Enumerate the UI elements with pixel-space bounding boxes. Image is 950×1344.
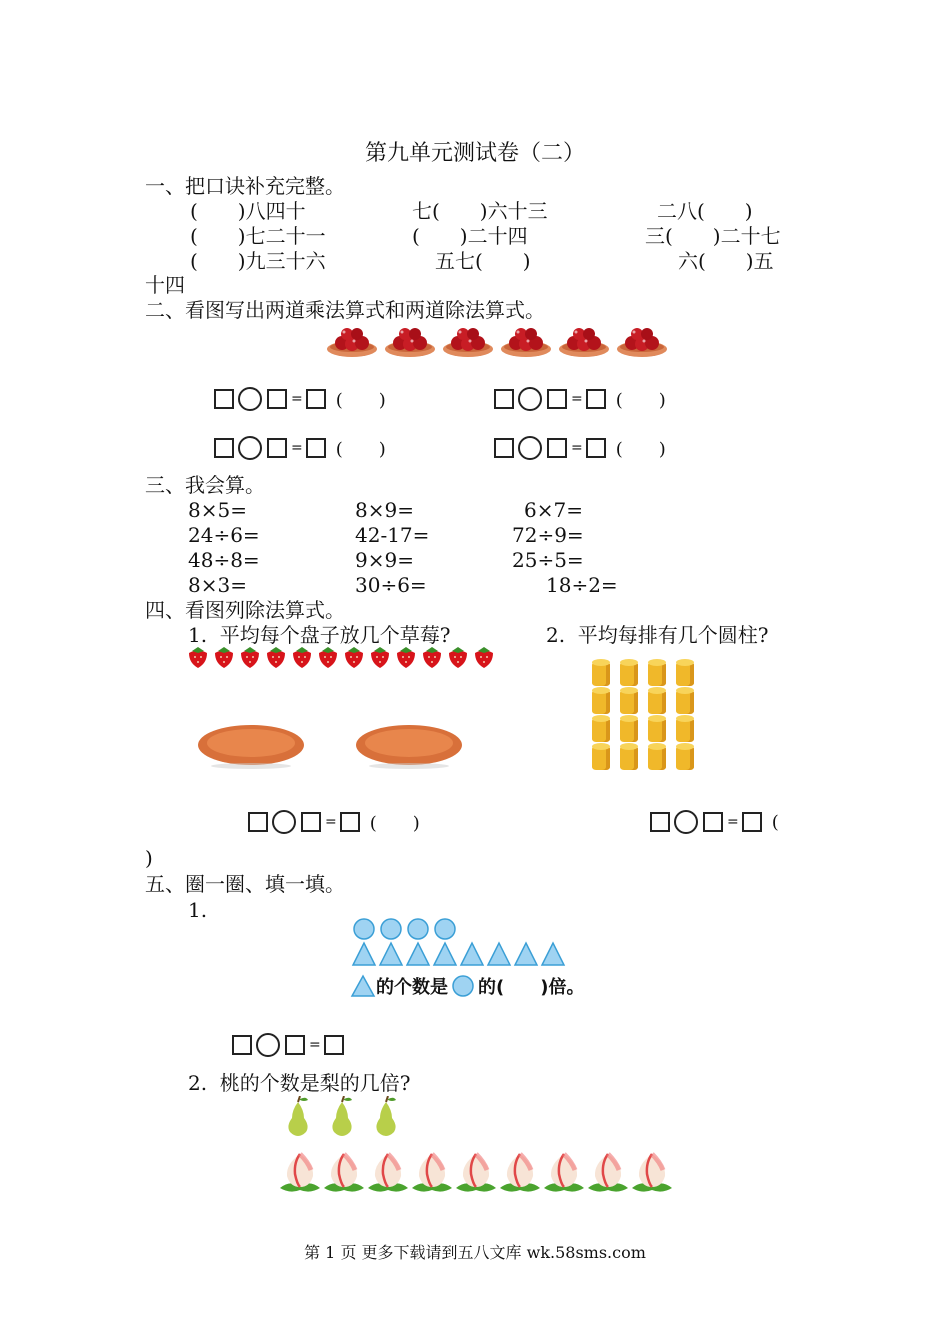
- section-4-heading: 四、看图列除法算式。: [145, 598, 345, 622]
- answer-box[interactable]: [494, 389, 514, 409]
- mnemonic-blank: 七( )六十三: [412, 199, 548, 223]
- mnemonic-blank: ( )八四十: [190, 199, 306, 223]
- calc-item: 8×5=: [188, 498, 247, 522]
- equals-sign: =: [291, 391, 303, 407]
- circles-triangles-image: [350, 917, 570, 969]
- equals-sign: =: [571, 391, 583, 407]
- question-cylinders: 2. 平均每排有几个圆柱?: [546, 623, 769, 647]
- strawberries-image: [186, 646, 502, 670]
- triangle-icon: [350, 974, 376, 998]
- answer-box[interactable]: [340, 812, 360, 832]
- mnemonic-blank: 二八( ): [657, 199, 753, 223]
- answer-box[interactable]: [494, 438, 514, 458]
- equals-sign: =: [325, 814, 337, 830]
- equation-blank: [494, 435, 666, 461]
- section-2-heading: 二、看图写出两道乘法算式和两道除法算式。: [145, 298, 545, 322]
- unit-blank[interactable]: ( ): [615, 439, 666, 460]
- section-5-heading: 五、圈一圈、填一填。: [145, 872, 345, 896]
- unit-blank[interactable]: ( ): [335, 390, 386, 411]
- pears-image: [282, 1096, 406, 1140]
- answer-box[interactable]: [586, 438, 606, 458]
- section-1-heading: 一、把口诀补充完整。: [145, 174, 345, 198]
- mnemonic-blank: ( )二十四: [412, 224, 528, 248]
- answer-box[interactable]: [306, 389, 326, 409]
- answer-box[interactable]: [547, 389, 567, 409]
- answer-box[interactable]: [248, 812, 268, 832]
- calc-item: 24÷6=: [188, 523, 260, 547]
- unit-blank[interactable]: ( ): [335, 439, 386, 460]
- answer-box[interactable]: [214, 389, 234, 409]
- peaches-image: [278, 1150, 674, 1196]
- operator-circle[interactable]: [238, 436, 262, 460]
- sentence-part: 的个数是: [376, 977, 448, 998]
- page-title: 第九单元测试卷（二）: [364, 141, 585, 166]
- answer-box[interactable]: [650, 812, 670, 832]
- unit-blank-open[interactable]: (: [771, 811, 779, 833]
- equals-sign: =: [309, 1037, 321, 1053]
- ratio-sentence: [350, 973, 584, 999]
- sentence-part: 的( )倍。: [478, 977, 585, 998]
- calc-item: 8×3=: [188, 573, 247, 597]
- calc-item: 8×9=: [355, 498, 414, 522]
- calc-item: 48÷8=: [188, 548, 260, 572]
- answer-box[interactable]: [742, 812, 762, 832]
- equation-blank: [214, 386, 386, 412]
- mnemonic-blank: ( )九三十六: [190, 249, 326, 273]
- equation-blank: [214, 435, 386, 461]
- calc-item: 9×9=: [355, 548, 414, 572]
- answer-box[interactable]: [324, 1035, 344, 1055]
- equation-blank: [248, 809, 420, 835]
- page-footer: 第 1 页 更多下载请到五八文库 wk.58sms.com: [304, 1243, 646, 1262]
- plate-left-image: [196, 720, 306, 770]
- operator-circle[interactable]: [272, 810, 296, 834]
- answer-box[interactable]: [306, 438, 326, 458]
- operator-circle[interactable]: [256, 1033, 280, 1057]
- calc-item: 6×7=: [524, 498, 583, 522]
- equals-sign: =: [291, 440, 303, 456]
- mnemonic-blank: ( )七二十一: [190, 224, 326, 248]
- apple-plates-image: [326, 322, 671, 360]
- equals-sign: =: [571, 440, 583, 456]
- answer-box[interactable]: [301, 812, 321, 832]
- mnemonic-blank: 三( )二十七: [645, 224, 781, 248]
- operator-circle[interactable]: [238, 387, 262, 411]
- answer-box[interactable]: [703, 812, 723, 832]
- answer-box[interactable]: [285, 1035, 305, 1055]
- unit-blank[interactable]: ( ): [615, 390, 666, 411]
- question-strawberries: 1. 平均每个盘子放几个草莓?: [188, 623, 451, 647]
- answer-box[interactable]: [214, 438, 234, 458]
- operator-circle[interactable]: [518, 387, 542, 411]
- mnemonic-wrap: 十四: [145, 273, 185, 297]
- unit-blank[interactable]: ( ): [369, 813, 420, 834]
- equation-blank: [232, 1032, 348, 1058]
- unit-blank-close: ): [145, 846, 153, 870]
- calc-item: 30÷6=: [355, 573, 427, 597]
- mnemonic-blank: 五七( ): [435, 249, 531, 273]
- answer-box[interactable]: [267, 389, 287, 409]
- question-number: 1.: [188, 898, 208, 922]
- equals-sign: =: [727, 814, 739, 830]
- calc-item: 72÷9=: [512, 523, 584, 547]
- circle-icon: [450, 974, 476, 998]
- calc-item: 18÷2=: [546, 573, 618, 597]
- section-3-heading: 三、我会算。: [145, 473, 265, 497]
- calc-item: 42-17=: [355, 523, 430, 547]
- operator-circle[interactable]: [518, 436, 542, 460]
- question-peaches: 2. 桃的个数是梨的几倍?: [188, 1071, 411, 1095]
- answer-box[interactable]: [586, 389, 606, 409]
- plate-right-image: [354, 720, 464, 770]
- mnemonic-blank: 六( )五: [678, 249, 774, 273]
- calc-item: 25÷5=: [512, 548, 584, 572]
- answer-box[interactable]: [232, 1035, 252, 1055]
- equation-blank: [650, 809, 779, 835]
- equation-blank: [494, 386, 666, 412]
- answer-box[interactable]: [267, 438, 287, 458]
- operator-circle[interactable]: [674, 810, 698, 834]
- answer-box[interactable]: [547, 438, 567, 458]
